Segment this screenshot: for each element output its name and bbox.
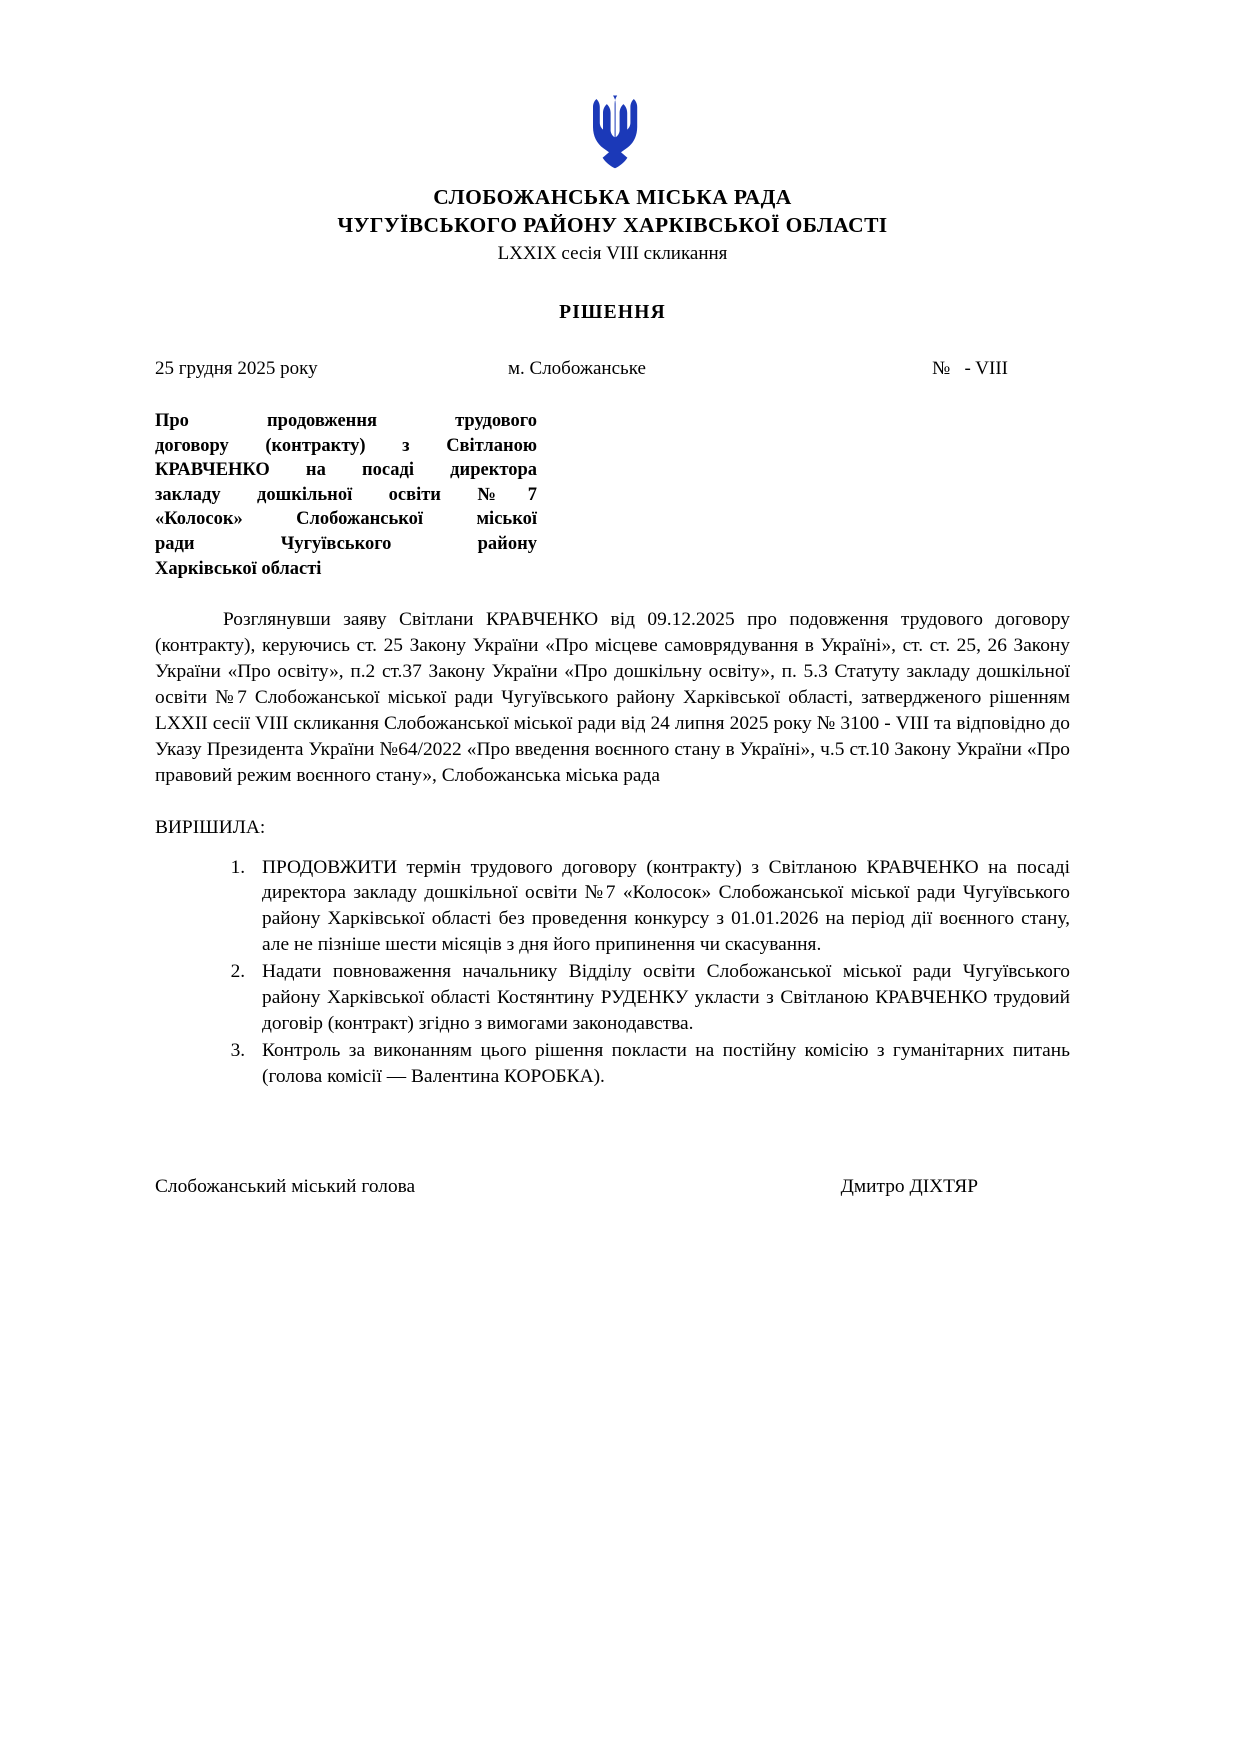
signature-row xyxy=(155,1176,1070,1206)
organization-title-line1: СЛОБОЖАНСЬКА МІСЬКА РАДА xyxy=(433,185,792,209)
document-preamble: Розглянувши заяву Світлани КРАВЧЕНКО від 09.12.2025 про подовження трудового договору (контракту), керуючись ст. 25 Закону України «Про місцеве самоврядування в Україні», ст. ст. 25, 26 Закону України «Про освіту», п.2 ст.37 Закону України «Про дошкільну освіту», п. 5.3 Статуту закладу дошкільної освіти №7 Слобожанської міської ради Чугуївського району Харківської області, затвердженого рішенням LXXII сесії VIII скликання Слобожанської міської ради від 24 липня 2025 року № 3100 - VIII та відповідно до Указу Президента України №64/2022 «Про введення воєнного стану в Україні», ч.5 ст.10 Закону України «Про правовий режим воєнного стану», Слобожанська міська рада xyxy=(155,609,1070,786)
signatory-name: Дмитро ДІХТЯР xyxy=(840,1175,978,1197)
document-meta-row xyxy=(155,358,1070,384)
signatory-role: Слобожанський міський голова xyxy=(155,1175,416,1197)
ukraine-trident-emblem-icon xyxy=(586,95,640,169)
document-type-heading: РІШЕННЯ xyxy=(559,302,666,324)
subject-line-1: Про продовження трудового xyxy=(155,411,537,432)
subject-line-7: Харківської області xyxy=(155,558,322,579)
subject-line-6: ради Чугуївського району xyxy=(155,534,537,554)
organization-title-line2: ЧУГУЇВСЬКОГО РАЙОНУ ХАРКІВСЬКОЇ ОБЛАСТІ xyxy=(337,212,888,237)
document-number: № - VIII xyxy=(932,358,1008,380)
organization-title xyxy=(155,184,1070,239)
session-line: LXXIX сесія VIII скликання xyxy=(497,243,728,265)
list-item: 2. Надати повноваження начальнику Відділу освіти Слобожанської міської ради Чугуївського району Харківської області Костянтину РУДЕНКУ укласти з Світланою КРАВЧЕНКО трудовий договір (контракт) згідно з вимогами законодавства. xyxy=(250,959,1070,1037)
subject-line-2: договору (контракту) з Світланою xyxy=(155,435,537,456)
document-place: м. Слобожанське xyxy=(508,358,646,380)
document-subject xyxy=(155,409,537,581)
subject-line-4: закладу дошкільної освіти №7 xyxy=(155,484,537,505)
list-item: 3. Контроль за виконанням цього рішення покласти на постійну комісію з гуманітарних питань (голова комісії — Валентина КОРОБКА). xyxy=(250,1038,1070,1090)
decision-items-list xyxy=(155,855,1070,1090)
document-content xyxy=(155,95,1070,1206)
subject-line-3: КРАВЧЕНКО на посаді директора xyxy=(155,460,537,481)
resolved-label: ВИРІШИЛА: xyxy=(155,816,266,838)
emblem-container xyxy=(155,95,1070,174)
list-item: 1. ПРОДОВЖИТИ термін трудового договору (контракту) з Світланою КРАВЧЕНКО на посаді директора закладу дошкільної освіти №7 «Колосок» Слобожанської міської ради Чугуївського району Харківської області без проведення конкурсу з 01.01.2026 на період дії воєнного стану, але не пізніше шести місяців з дня його припинення чи скасування. xyxy=(250,855,1070,959)
subject-line-5: «Колосок» Слобожанської міської xyxy=(155,509,537,530)
document-date: 25 грудня 2025 року xyxy=(155,358,318,380)
